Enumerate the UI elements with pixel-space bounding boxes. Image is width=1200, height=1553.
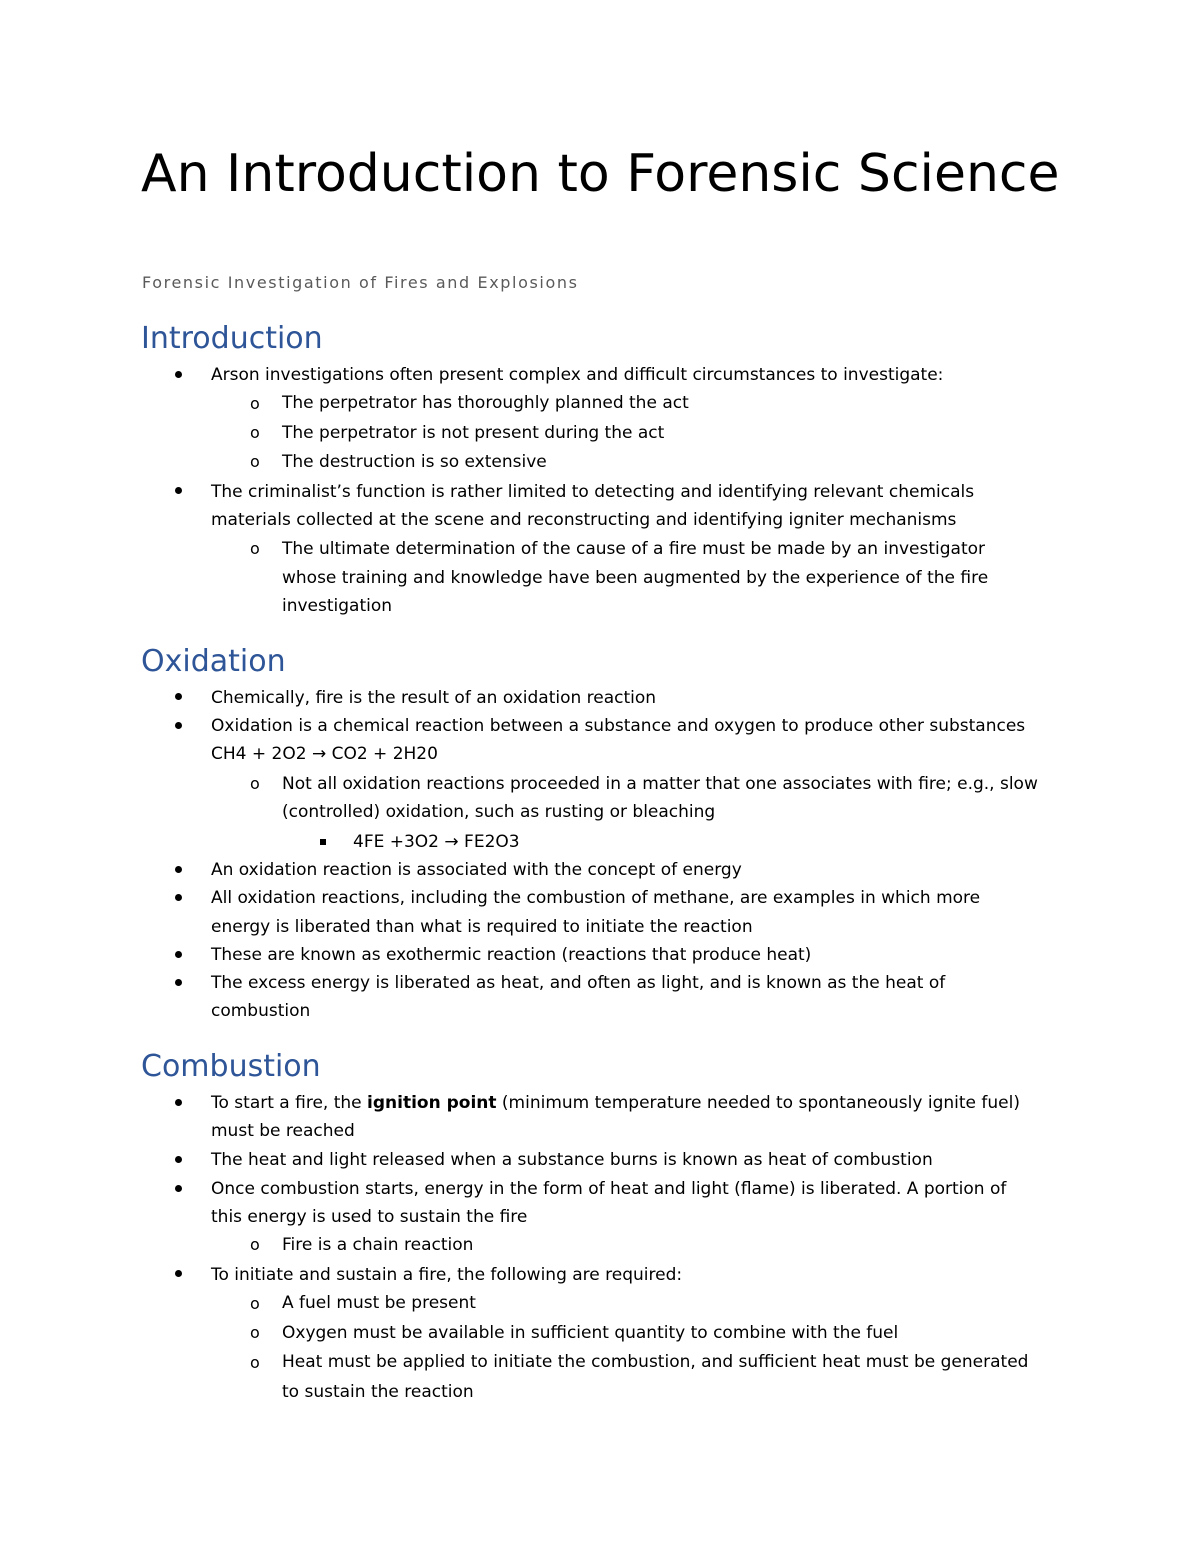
list-item: Oxidation is a chemical reaction between a substance and oxygen to produce other substances	[211, 716, 1026, 736]
list-item: 4FE +3O2 → FE2O3	[353, 832, 520, 852]
list-item-continuation: combustion	[211, 1001, 311, 1021]
bullet-dot	[175, 371, 182, 378]
list-item	[211, 1093, 1020, 1113]
bullet-dot	[175, 1270, 182, 1277]
section-heading-introduction: Introduction	[141, 321, 323, 356]
list-item: An oxidation reaction is associated with the concept of energy	[211, 860, 742, 880]
bullet-dot	[175, 693, 182, 700]
list-item: Arson investigations often present complex and difficult circumstances to investigate:	[211, 365, 944, 385]
bullet-dot	[175, 1099, 182, 1106]
bullet-dot	[175, 894, 182, 901]
bullet-circle: o	[250, 1294, 260, 1313]
list-item-continuation: materials collected at the scene and reconstructing and identifying igniter mechanisms	[211, 510, 957, 530]
list-item: Chemically, fire is the result of an oxidation reaction	[211, 688, 657, 708]
bullet-circle: o	[250, 423, 260, 442]
list-item-continuation: must be reached	[211, 1121, 355, 1141]
list-item-continuation: energy is liberated than what is required to initiate the reaction	[211, 917, 753, 937]
list-item: Heat must be applied to initiate the combustion, and sufficient heat must be generated	[282, 1352, 1029, 1372]
list-item: Not all oxidation reactions proceeded in a matter that one associates with fire; e.g., slow	[282, 774, 1038, 794]
bullet-dot	[175, 979, 182, 986]
list-item: The perpetrator is not present during the act	[282, 423, 665, 443]
list-item: The heat and light released when a substance burns is known as heat of combustion	[211, 1150, 933, 1170]
list-item: Once combustion starts, energy in the form of heat and light (flame) is liberated. A portion of	[211, 1179, 1007, 1199]
list-item-continuation: whose training and knowledge have been augmented by the experience of the fire	[282, 568, 989, 588]
bullet-square	[320, 839, 326, 845]
section-heading-combustion: Combustion	[141, 1049, 321, 1084]
list-item-continuation: this energy is used to sustain the fire	[211, 1207, 528, 1227]
document-subtitle: Forensic Investigation of Fires and Explosions	[142, 273, 579, 292]
list-item: To initiate and sustain a fire, the following are required:	[211, 1265, 683, 1285]
list-item-continuation: to sustain the reaction	[282, 1382, 474, 1402]
list-item-text: To start a fire, the	[211, 1093, 368, 1113]
bullet-circle: o	[250, 1235, 260, 1254]
bullet-dot	[175, 1156, 182, 1163]
list-item: The excess energy is liberated as heat, and often as light, and is known as the heat of	[211, 973, 946, 993]
list-item: Fire is a chain reaction	[282, 1235, 474, 1255]
list-item: The perpetrator has thoroughly planned the act	[282, 393, 689, 413]
bullet-circle: o	[250, 1323, 260, 1342]
bullet-circle: o	[250, 452, 260, 471]
bullet-circle: o	[250, 539, 260, 558]
bullet-dot	[175, 722, 182, 729]
bullet-dot	[175, 1185, 182, 1192]
bullet-circle: o	[250, 774, 260, 793]
list-item-text: (minimum temperature needed to spontaneously ignite fuel)	[496, 1093, 1020, 1113]
bullet-dot	[175, 951, 182, 958]
list-item: A fuel must be present	[282, 1293, 476, 1313]
bullet-circle: o	[250, 394, 260, 413]
document-title: An Introduction to Forensic Science	[141, 144, 1060, 204]
list-item: These are known as exothermic reaction (reactions that produce heat)	[211, 945, 812, 965]
list-item: Oxygen must be available in sufficient quantity to combine with the fuel	[282, 1323, 899, 1343]
list-item: The criminalist’s function is rather limited to detecting and identifying relevant chemicals	[211, 482, 975, 502]
list-item-continuation: investigation	[282, 596, 393, 616]
bullet-circle: o	[250, 1353, 260, 1372]
list-item: The destruction is so extensive	[282, 452, 547, 472]
bullet-dot	[175, 487, 182, 494]
list-item: All oxidation reactions, including the combustion of methane, are examples in which more	[211, 888, 981, 908]
ignition-point-term: ignition point	[367, 1093, 497, 1113]
list-item-continuation: (controlled) oxidation, such as rusting or bleaching	[282, 802, 716, 822]
section-heading-oxidation: Oxidation	[141, 644, 286, 679]
bullet-dot	[175, 866, 182, 873]
list-item: The ultimate determination of the cause of a fire must be made by an investigator	[282, 539, 985, 559]
list-item-continuation: CH4 + 2O2 → CO2 + 2H20	[211, 744, 438, 764]
